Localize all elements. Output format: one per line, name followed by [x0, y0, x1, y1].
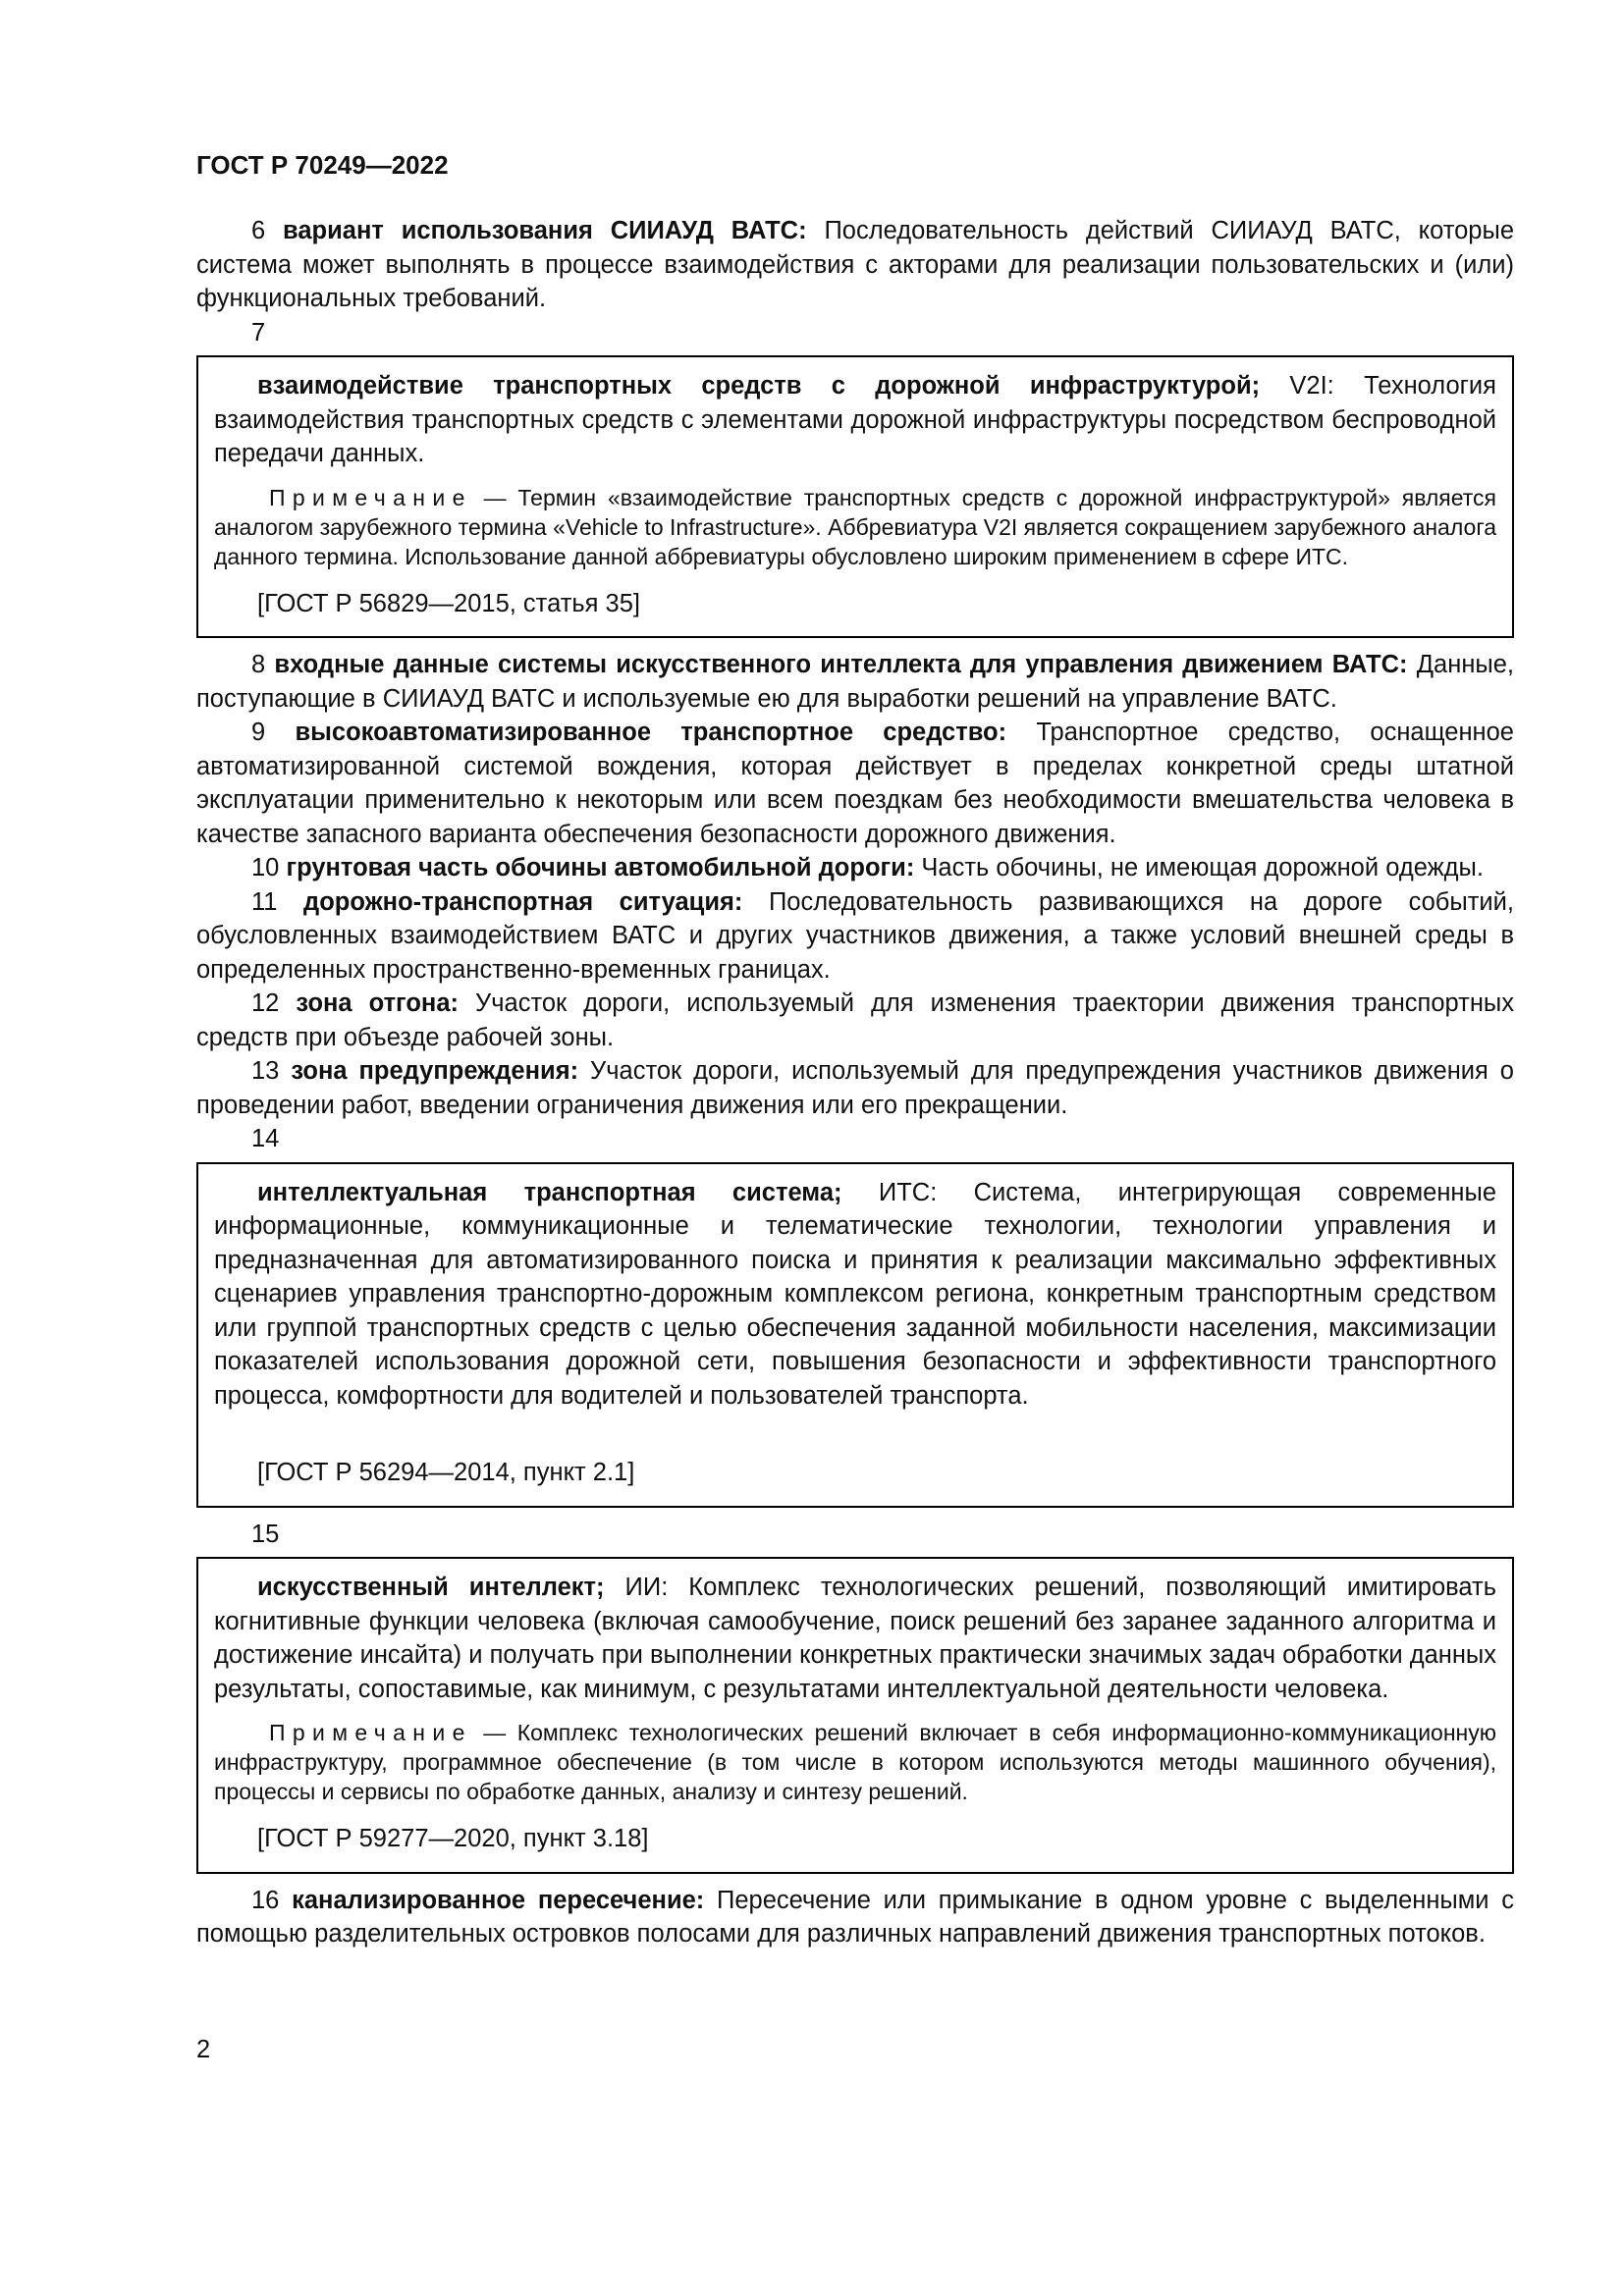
term-definition: Пересечение или примыкание в одном уровне с выделенными с помощью разделительных островков полосами для различных направлений движения транспортных потоков.: [196, 1886, 1514, 1948]
term-definition: Данные, поступающие в СИИАУД ВАТС и используемые ею для выработки решений на управление ВАТС.: [196, 651, 1514, 713]
term-note-7: [214, 483, 1496, 571]
term-title: искусственный интеллект;: [257, 1574, 605, 1601]
term-title: зона предупреждения:: [291, 1057, 579, 1085]
term-entry-12: [196, 987, 1514, 1054]
term-abbreviation: ИИ:: [624, 1574, 669, 1601]
term-definition: Участок дороги, используемый для изменения траектории движения транспортных средств при объезде рабочей зоны.: [196, 989, 1515, 1051]
term-entry-14: [214, 1176, 1496, 1414]
term-title: канализированное пересечение:: [292, 1886, 705, 1914]
term-definition: Система, интегрирующая современные информационные, коммуникационные и телематические технологии, технологии управления и предназначенная для автоматизированного поиска и принятия к реализации максимально эффективных сценариев управления транспортно-дорожным комплексом региона, конкретным транспортным средством или группой транспортных средств с целью обеспечения заданной мобильности населения, максимизации показателей использования дорожной сети, повышения безопасности и эффективности транспортного процесса, комфортности для водителей и пользователей транспорта.: [214, 1178, 1496, 1410]
term-definition: Последовательность развивающихся на дороге событий, обусловленных взаимодействием ВАТС и других участников движения, а также условий внешней среды в определенных пространственно-временных границах.: [196, 887, 1514, 984]
term-entry-7: [214, 369, 1496, 471]
term-title: входные данные системы искусственного интеллекта для управления движением ВАТС:: [274, 651, 1408, 678]
term-box-14: [196, 1162, 1514, 1508]
term-entry-6: [196, 214, 1514, 316]
term-number: 13: [251, 1057, 280, 1085]
note-text: — Термин «взаимодействие транспортных средств с дорожной инфраструктурой» является аналогом зарубежного термина «Vehicle to Infrastructure». Аббревиатура V2I является сокращением зарубежного аналога данного термина. Использование данной аббревиатуры обусловлено широким применением в сфере ИТС.: [214, 484, 1497, 569]
term-number: 14: [251, 1125, 280, 1152]
term-definition: Технология взаимодействия транспортных средств с элементами дорожной инфраструктуры посредством беспроводной передачи данных.: [214, 372, 1496, 467]
term-entry-11: [196, 885, 1514, 988]
term-definition: Участок дороги, используемый для предупреждения участников движения о проведении работ, введении ограничения движения или его прекращении.: [196, 1057, 1514, 1119]
term-box-15: [196, 1557, 1514, 1874]
term-number: 8: [251, 651, 266, 678]
term-note-15: [214, 1718, 1496, 1806]
term-entry-9: [196, 716, 1514, 851]
page-number: 2: [196, 2035, 211, 2063]
note-label: Примечание: [269, 1720, 472, 1745]
term-number: 12: [251, 989, 280, 1017]
term-number: 16: [251, 1886, 280, 1914]
term-source-14: [ГОСТ Р 56294—2014, пункт 2.1]: [257, 1459, 635, 1486]
term-abbreviation: ИТС:: [878, 1178, 938, 1206]
term-source-7: [ГОСТ Р 56829—2015, статья 35]: [257, 589, 640, 617]
term-number: 10: [251, 854, 280, 881]
term-title: высокоавтоматизированное транспортное средство:: [295, 719, 1007, 746]
term-entry-13: [196, 1054, 1514, 1122]
term-title: зона отгона:: [296, 989, 459, 1017]
term-definition: Транспортное средство, оснащенное автоматизированной системой вождения, которая действует в пределах конкретной среды штатной эксплуатации применительно к некоторым или всем поездкам без необходимости вмешательства человека в качестве запасного варианта обеспечения безопасности дорожного движения.: [196, 719, 1514, 848]
term-number: 6: [251, 217, 266, 244]
term-definition: Последовательность действий СИИАУД ВАТС, которые система может выполнять в процессе взаимодействия с акторами для реализации пользовательских и (или) функциональных требований.: [196, 217, 1514, 312]
term-number-line-14: [196, 1122, 1514, 1156]
term-definition: Часть обочины, не имеющая дорожной одежды.: [921, 854, 1484, 881]
term-title: вариант использования СИИАУД ВАТС:: [283, 217, 807, 244]
term-number: 9: [251, 719, 266, 746]
term-entry-10: [196, 851, 1514, 885]
term-number: 7: [251, 318, 266, 347]
document-header-title: ГОСТ Р 70249—2022: [196, 150, 449, 180]
term-title: дорожно-транспортная ситуация:: [303, 887, 743, 916]
note-text: — Комплекс технологических решений включает в себя информационно-коммуникационную инфраструктуру, программное обеспечение (в том числе в котором используются методы машинного обучения), процессы и сервисы по обработке данных, анализу и синтезу решений.: [214, 1720, 1496, 1804]
term-title: интеллектуальная транспортная система;: [257, 1178, 842, 1206]
term-entry-16: [196, 1884, 1514, 1951]
term-source-15: [ГОСТ Р 59277—2020, пункт 3.18]: [257, 1825, 649, 1852]
term-number-line-7: [196, 316, 1514, 350]
term-title: взаимодействие транспортных средств с дорожной инфраструктурой;: [257, 372, 1261, 400]
term-box-7: [196, 355, 1514, 638]
term-entry-8: [196, 648, 1514, 716]
term-number: 11: [251, 887, 278, 916]
term-number: 15: [251, 1520, 280, 1548]
note-label: Примечание: [269, 484, 472, 510]
term-title: грунтовая часть обочины автомобильной дороги:: [286, 854, 915, 881]
term-number-line-15: [196, 1518, 1514, 1552]
term-definition: Комплекс технологических решений, позволяющий имитировать когнитивные функции человека (включая самообучение, поиск решений без заранее заданного алгоритма и достижение инсайта) и получать при выполнении конкретных практически значимых задач обработки данных результаты, сопоставимые, как минимум, с результатами интеллектуальной деятельности человека.: [214, 1574, 1496, 1703]
term-entry-15: [214, 1571, 1496, 1706]
term-abbreviation: V2I:: [1289, 372, 1334, 400]
